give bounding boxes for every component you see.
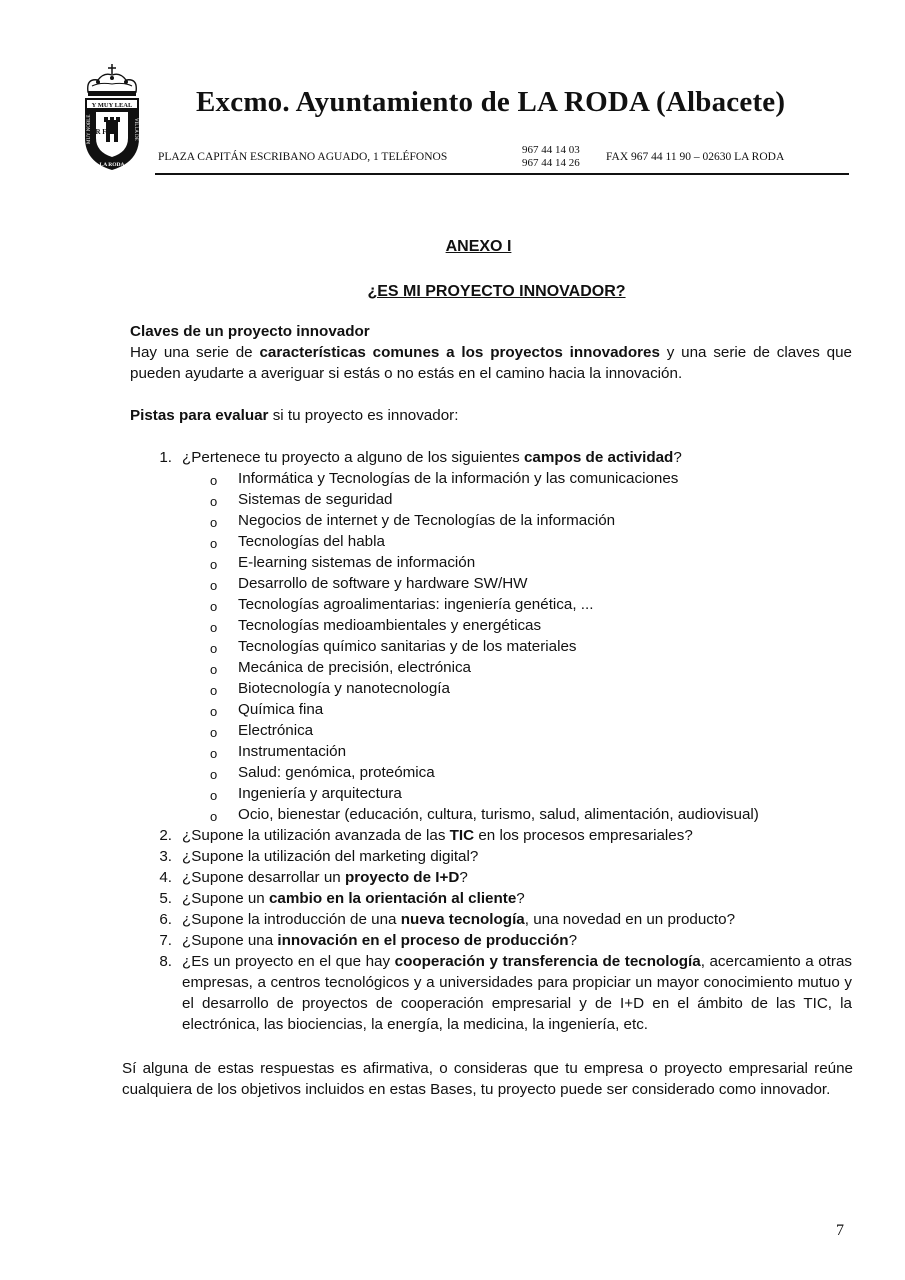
question-number: 2. <box>159 827 172 844</box>
crest-left-text: MUY NOBLE <box>87 114 92 144</box>
page-title: Excmo. Ayuntamiento de LA RODA (Albacete) <box>196 86 786 118</box>
intro-text-bold: características comunes a los proyectos innovadores <box>259 344 660 361</box>
phone-1: 967 44 14 03 <box>522 144 580 156</box>
question-text: ¿Supone un <box>182 890 269 907</box>
question-text: ¿Supone la introducción de una <box>182 911 401 928</box>
activity-field-item: o Ingeniería y arquitectura <box>130 783 852 804</box>
activity-field-item: o Mecánica de precisión, electrónica <box>130 657 852 678</box>
document-body <box>130 321 852 1035</box>
activity-field-item: o Química fina <box>130 699 852 720</box>
activity-field-item: o Salud: genómica, proteómica <box>130 762 852 783</box>
question-bold: nueva tecnología <box>400 911 525 928</box>
question-item <box>130 867 852 888</box>
fax-info: FAX 967 44 11 90 – 02630 LA RODA <box>606 151 785 163</box>
crest-right-text: VILLA DE <box>133 118 138 141</box>
crest-bottom-text: LA RODA <box>99 162 125 168</box>
question-bold: proyecto de I+D <box>344 869 460 886</box>
intro-paragraph <box>130 342 852 384</box>
intro-text-before: Hay una serie de <box>130 344 260 361</box>
activity-field-item: o Sistemas de seguridad <box>130 489 852 510</box>
pistas-bold: Pistas para evaluar <box>130 407 269 424</box>
phone-numbers <box>522 144 580 170</box>
intro-text-after: y una serie de claves que pueden ayudarte a averiguar si estás o no estás en el camino hacia la innovación. <box>130 344 852 382</box>
question-text: ¿Pertenece tu proyecto a alguno de los siguientes <box>182 449 524 466</box>
question-number: 5. <box>159 890 172 907</box>
question-text-after: ? <box>516 890 525 907</box>
activity-field-item: o Electrónica <box>130 720 852 741</box>
crest-letters: R F <box>95 128 107 136</box>
question-item <box>130 447 852 468</box>
question-text: ¿Supone desarrollar un <box>182 869 345 886</box>
question-bold: cambio en la orientación al cliente <box>268 890 517 907</box>
question-text-after: ? <box>673 449 682 466</box>
question-text-after: ? <box>568 932 578 949</box>
intro-heading: Claves de un proyecto innovador <box>130 323 370 340</box>
page-number: 7 <box>836 1222 844 1239</box>
activity-field-item: o Negocios de internet y de Tecnologías de la información <box>130 510 852 531</box>
question-text: ¿Supone la utilización del marketing digital? <box>182 848 479 865</box>
pistas-rest: si tu proyecto es innovador: <box>268 407 459 424</box>
question-text: ¿Supone una <box>182 932 278 949</box>
question-item <box>130 909 852 930</box>
phone-2: 967 44 14 26 <box>522 157 580 169</box>
activity-field-item: o Informática y Tecnologías de la información y las comunicaciones <box>130 468 852 489</box>
question-item <box>130 951 852 1035</box>
activity-field-item: o Tecnologías medioambientales y energéticas <box>130 615 852 636</box>
question-text: ¿Es un proyecto en el que hay <box>182 953 395 970</box>
question-number: 1. <box>159 449 172 466</box>
activity-field-item: o Tecnologías químico sanitarias y de los materiales <box>130 636 852 657</box>
question-bold: innovación en el proceso de producción <box>277 932 569 949</box>
closing-paragraph: Sí alguna de estas respuestas es afirmativa, o consideras que tu empresa o proyecto empresarial reúne cualquiera de los objetivos incluidos en estas Bases, tu proyecto puede ser considerado como innovador. <box>122 1060 853 1098</box>
question-text-after: , una novedad en un producto? <box>524 911 736 928</box>
question-list <box>130 447 852 468</box>
address: PLAZA CAPITÁN ESCRIBANO AGUADO, 1 TELÉFONOS <box>158 151 448 163</box>
coat-of-arms-icon <box>80 62 144 172</box>
question-item <box>130 846 852 867</box>
question-bold: campos de actividad <box>523 449 674 466</box>
activity-field-item: o Biotecnología y nanotecnología <box>130 678 852 699</box>
section-title: ¿ES MI PROYECTO INNOVADOR? <box>367 283 626 300</box>
question-number: 4. <box>159 869 172 886</box>
annex-title: ANEXO I <box>445 238 512 255</box>
activity-field-item: o E-learning sistemas de información <box>130 552 852 573</box>
question-number: 6. <box>159 911 172 928</box>
question-number: 3. <box>159 848 172 865</box>
question-text-after: ? <box>459 869 468 886</box>
activity-field-item: o Tecnologías del habla <box>130 531 852 552</box>
question-bold: TIC <box>449 827 475 844</box>
question-item <box>130 825 852 846</box>
question-text-after: , acercamiento a otras empresas, a centros tecnológicos y a universidades para propiciar un mayor conocimiento mutuo y el desarrollo de proyectos de cooperación empresarial y de I+D en el ámbito de las TIC, la electrónica, las biociencias, la energía, la medicina, la ingeniería, etc. <box>182 953 852 1033</box>
question-number: 7. <box>159 932 172 949</box>
activity-field-item: o Instrumentación <box>130 741 852 762</box>
activity-field-item: o Desarrollo de software y hardware SW/HW <box>130 573 852 594</box>
header-divider <box>155 173 849 175</box>
question-item <box>130 930 852 951</box>
activity-field-item: o Ocio, bienestar (educación, cultura, turismo, salud, alimentación, audiovisual) <box>130 804 852 825</box>
activity-field-item: o Tecnologías agroalimentarias: ingeniería genética, ... <box>130 594 852 615</box>
question-text: ¿Supone la utilización avanzada de las <box>182 827 450 844</box>
activity-fields-list <box>130 468 852 825</box>
question-bold: cooperación y transferencia de tecnología <box>394 953 701 970</box>
question-number: 8. <box>159 953 172 970</box>
pistas-paragraph <box>130 405 852 426</box>
question-text-after: en los procesos empresariales? <box>474 827 693 844</box>
question-item <box>130 888 852 909</box>
question-list-continued <box>130 825 852 1035</box>
crest-band-text: Y MUY LEAL <box>91 102 133 109</box>
